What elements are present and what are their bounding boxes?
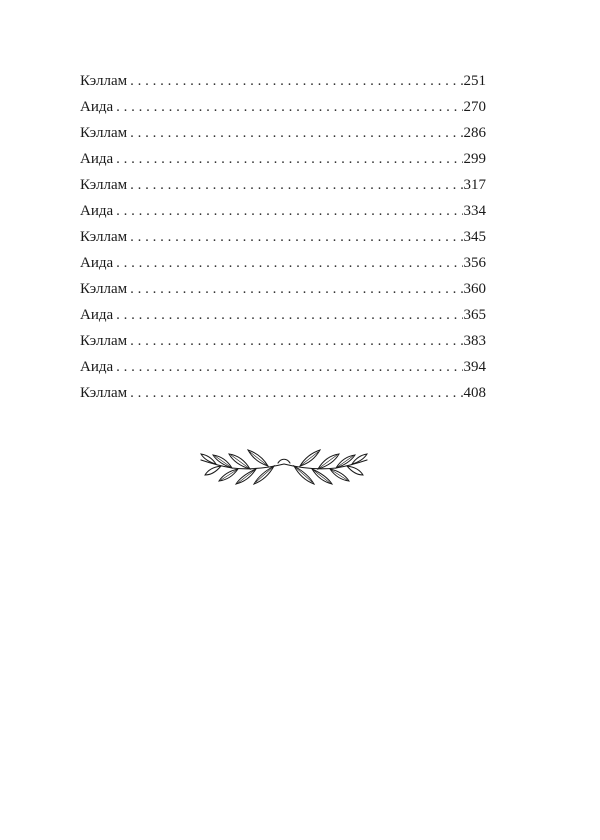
toc-dot-leader: [116, 151, 462, 168]
toc-entry: [80, 307, 486, 333]
laurel-branches-icon: [198, 444, 370, 488]
toc-entry-title: Кэллам: [80, 385, 128, 401]
table-of-contents: [80, 73, 486, 411]
toc-entry-page: 286: [463, 125, 486, 141]
toc-dot-leader: [130, 281, 462, 298]
toc-entry-title: Аида: [80, 203, 114, 219]
toc-entry-title: Кэллам: [80, 73, 128, 89]
toc-entry: [80, 203, 486, 229]
toc-entry-page: 345: [463, 229, 486, 245]
toc-entry-page: 356: [463, 255, 486, 271]
toc-dot-leader: [130, 177, 462, 194]
toc-entry: [80, 99, 486, 125]
toc-entry-page: 270: [463, 99, 486, 115]
toc-entry: [80, 73, 486, 99]
toc-entry: [80, 281, 486, 307]
toc-dot-leader: [116, 359, 462, 376]
toc-entry-page: 251: [463, 73, 486, 89]
toc-entry-page: 394: [463, 359, 486, 375]
toc-entry-title: Аида: [80, 307, 114, 323]
toc-entry-title: Кэллам: [80, 281, 128, 297]
toc-entry-page: 408: [463, 385, 486, 401]
toc-entry-title: Кэллам: [80, 333, 128, 349]
toc-entry-page: 299: [463, 151, 486, 167]
toc-entry-title: Аида: [80, 359, 114, 375]
toc-dot-leader: [116, 99, 462, 116]
toc-entry: [80, 255, 486, 281]
toc-dot-leader: [116, 203, 462, 220]
toc-entry-page: 317: [463, 177, 486, 193]
toc-entry-page: 383: [463, 333, 486, 349]
toc-entry: [80, 385, 486, 411]
toc-entry-page: 360: [463, 281, 486, 297]
toc-entry: [80, 151, 486, 177]
toc-dot-leader: [130, 229, 462, 246]
toc-entry-title: Кэллам: [80, 177, 128, 193]
toc-dot-leader: [130, 333, 462, 350]
toc-entry: [80, 125, 486, 151]
toc-dot-leader: [130, 73, 462, 90]
toc-entry-title: Кэллам: [80, 125, 128, 141]
toc-entry-title: Аида: [80, 151, 114, 167]
toc-dot-leader: [130, 385, 462, 402]
toc-entry: [80, 333, 486, 359]
toc-dot-leader: [116, 255, 462, 272]
toc-entry-page: 365: [463, 307, 486, 323]
toc-dot-leader: [130, 125, 462, 142]
toc-entry-page: 334: [463, 203, 486, 219]
toc-entry-title: Аида: [80, 255, 114, 271]
toc-dot-leader: [116, 307, 462, 324]
toc-entry: [80, 177, 486, 203]
toc-entry-title: Кэллам: [80, 229, 128, 245]
toc-entry-title: Аида: [80, 99, 114, 115]
toc-entry: [80, 359, 486, 385]
toc-entry: [80, 229, 486, 255]
